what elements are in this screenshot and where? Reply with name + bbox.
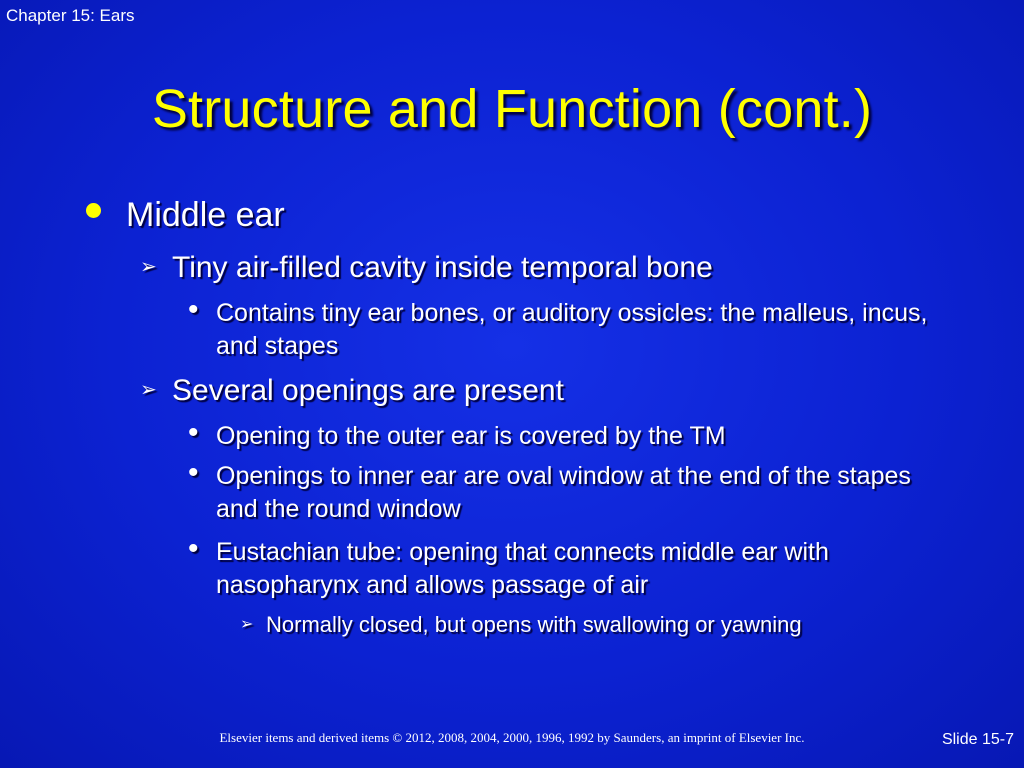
bullet-text: Opening to the outer ear is covered by the TM (216, 422, 726, 450)
arrow-bullet-icon: ➢ (240, 616, 254, 633)
bullet-text: Openings to inner ear are oval window at the end of the stapes and the round window (216, 462, 911, 523)
slide-title: Structure and Function (cont.) (151, 79, 873, 139)
dot-bullet-icon: • (188, 456, 199, 489)
slide-number: Slide 15-7 (941, 731, 1014, 748)
round-bullet-icon (86, 203, 101, 218)
bullet-text: Eustachian tube: opening that connects middle ear with nasopharynx and allows passage of air (216, 538, 829, 599)
arrow-bullet-icon: ➢ (140, 379, 157, 401)
dot-bullet-icon: • (188, 416, 199, 449)
bullet-text: Tiny air-filled cavity inside temporal bone (172, 251, 713, 284)
bullet-text: Middle ear (126, 196, 285, 234)
bullet-text: Several openings are present (172, 374, 564, 407)
bullet-text: Contains tiny ear bones, or auditory ossicles: the malleus, incus, and stapes (216, 299, 928, 360)
dot-bullet-icon: • (188, 293, 199, 326)
dot-bullet-icon: • (188, 532, 199, 565)
chapter-label: Chapter 15: Ears (6, 6, 135, 25)
arrow-bullet-icon: ➢ (140, 256, 157, 278)
bullet-text: Normally closed, but opens with swallowing or yawning (266, 612, 802, 637)
copyright-footer: Elsevier items and derived items © 2012, 2008, 2004, 2000, 1996, 1992 by Saunders, an imprint of Elsevier Inc. (219, 730, 805, 745)
